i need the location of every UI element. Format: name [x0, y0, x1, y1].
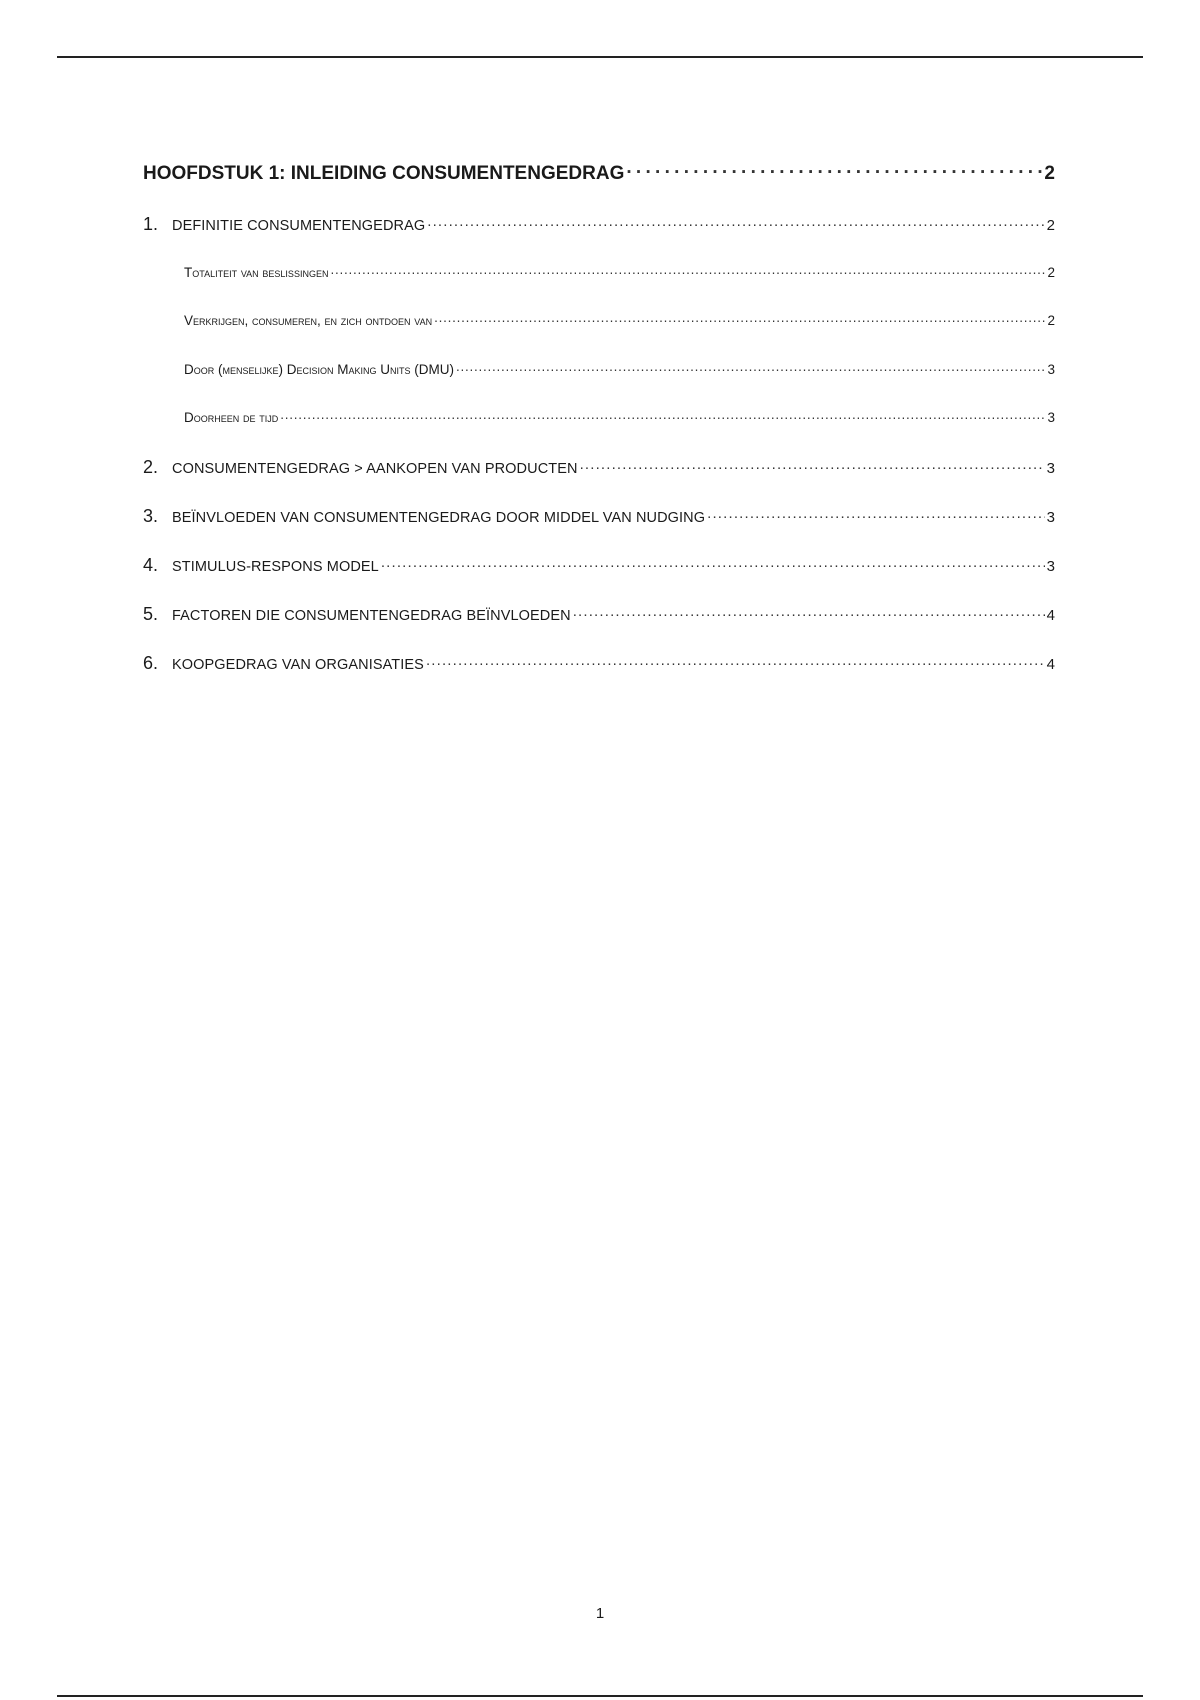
toc-dot-leader [626, 160, 1042, 179]
toc-section-entry[interactable] [143, 555, 1055, 585]
toc-section-title: CONSUMENTENGEDRAG > AANKOPEN VAN PRODUCTEN [172, 461, 578, 477]
toc-subsection-page: 3 [1047, 361, 1055, 377]
toc-section-number: 5. [143, 604, 159, 624]
toc-section-entry[interactable] [143, 653, 1055, 683]
toc-dot-leader [426, 654, 1045, 669]
toc-subsection-title: Totaliteit van beslissingen [184, 264, 329, 280]
toc-section-title: DEFINITIE CONSUMENTENGEDRAG [172, 218, 426, 234]
toc-section-title: STIMULUS-RESPONS MODEL [172, 559, 379, 575]
toc-dot-leader [427, 215, 1044, 230]
toc-subsection-entry[interactable] [143, 312, 1055, 342]
toc-subsection-page: 3 [1047, 410, 1055, 425]
toc-section-number: 1. [143, 214, 159, 234]
toc-section-number: 4. [143, 555, 159, 575]
toc-section-entry[interactable] [143, 457, 1055, 487]
toc-section-title: FACTOREN DIE CONSUMENTENGEDRAG BEÏNVLOEDEN [172, 608, 571, 624]
toc-dot-leader [280, 409, 1045, 423]
toc-dot-leader [381, 556, 1045, 571]
toc-section-title: KOOPGEDRAG VAN ORGANISATIES [172, 657, 424, 673]
toc-chapter-title: HOOFDSTUK 1: INLEIDING CONSUMENTENGEDRAG [143, 163, 625, 184]
toc-section-page: 3 [1046, 460, 1055, 477]
toc-section-page: 4 [1046, 607, 1055, 624]
toc-subsection-page: 2 [1047, 264, 1055, 280]
toc-dot-leader [707, 507, 1045, 522]
toc-subsection-page: 2 [1047, 313, 1055, 328]
toc-subsection-title: Door (menselijke) Decision Making Units (DMU) [184, 361, 455, 377]
toc-subsection-entry[interactable] [143, 263, 1055, 293]
toc-section-page: 3 [1046, 558, 1055, 575]
toc-dot-leader [434, 312, 1045, 326]
toc-chapter-page: 2 [1044, 163, 1055, 184]
toc-dot-leader [456, 360, 1045, 374]
toc-section-title: BEÏNVLOEDEN VAN CONSUMENTENGEDRAG DOOR MIDDEL VAN NUDGING [172, 510, 706, 526]
table-of-contents [143, 160, 1055, 702]
toc-section-entry[interactable] [143, 604, 1055, 634]
toc-section-number: 3. [143, 506, 159, 526]
toc-subsection-title: Verkrijgen, consumeren, en zich ontdoen van [184, 313, 433, 328]
toc-section-page: 3 [1046, 509, 1055, 526]
toc-section-entry[interactable] [143, 506, 1055, 536]
footer-page-number: 1 [595, 1605, 605, 1622]
toc-chapter-entry[interactable] [143, 160, 1055, 196]
toc-section-page: 4 [1046, 656, 1055, 673]
footer-rule [57, 1695, 1143, 1697]
toc-section-entry[interactable] [143, 214, 1055, 244]
toc-subsection-entry[interactable] [143, 409, 1055, 439]
toc-section-number: 6. [143, 653, 159, 673]
toc-dot-leader [573, 605, 1045, 620]
toc-dot-leader [330, 263, 1045, 277]
toc-subsection-entry[interactable] [143, 360, 1055, 390]
toc-subsection-title: Doorheen de tijd [184, 410, 279, 425]
toc-section-number: 2. [143, 457, 159, 477]
header-rule [57, 56, 1143, 58]
toc-section-page: 2 [1046, 217, 1055, 234]
toc-dot-leader [580, 458, 1045, 473]
